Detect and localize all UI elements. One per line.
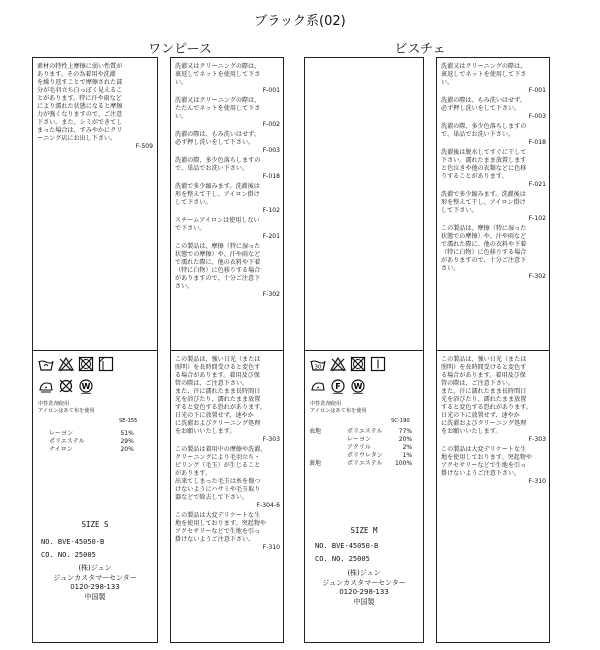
bustier-left-divider: [305, 350, 423, 351]
fiber-name: レーヨン: [49, 430, 74, 437]
instruction-code: F-310: [528, 478, 546, 485]
instruction-code: F-201: [262, 233, 280, 240]
bustier-care-icons-row2: [310, 378, 366, 394]
bustier-label-right: [436, 57, 550, 643]
fiber-row: [47, 430, 136, 438]
fiber-pct: 77%: [398, 428, 413, 435]
instruction-code: F-003: [262, 147, 280, 154]
fiber-row: [47, 446, 136, 454]
wash-temp-label: 30: [314, 364, 322, 371]
page-title: ブラック系(02): [254, 14, 346, 29]
bustier-product-no: NO. BVE-45050-B: [315, 542, 379, 550]
no-bleach-icon: [330, 356, 346, 372]
fiber-part: 表地: [309, 428, 322, 435]
instruction-code: F-002: [262, 121, 280, 128]
bustier-center: ジュンカスタマーセンター: [322, 578, 406, 587]
onepiece-left-divider: [33, 350, 157, 351]
onepiece-company: (株)ジュン: [78, 564, 112, 572]
bustier-sc-code: SC-190: [391, 418, 410, 424]
instruction-code: F-018: [528, 139, 546, 146]
bustier-care-icons-row1: [310, 356, 386, 372]
fiber-name: ポリエステル: [49, 438, 85, 445]
instruction-text: 洗濯の際、多少色落ちしますの で、単品でお洗い下さい。: [441, 123, 527, 138]
hand-wash-icon: [38, 356, 54, 372]
fiber-name: アクリル: [347, 444, 371, 451]
fiber-pct: 100%: [394, 460, 413, 467]
fiber-part: 裏地: [309, 460, 322, 467]
fiber-row: [307, 436, 414, 444]
fiber-pct: 51%: [120, 430, 134, 437]
instruction-code: F-304-6: [256, 502, 280, 509]
fiber-pct: 2%: [402, 444, 413, 451]
dry-in-shade-icon: [98, 356, 114, 372]
onepiece-product-no: NO. BVE-45050-B: [41, 538, 105, 546]
onepiece-se-code: SE-155: [119, 418, 138, 424]
dry-clean-f-icon: [330, 378, 346, 394]
instruction-text: この製品は、摩擦（特に湿った 状態での摩擦）や、汗や雨など で濡れた際に、他の衣料や下着 （特に白物）に色移りする場合 がありますので、十分ご注意下 さい。: [175, 243, 261, 290]
onepiece-right-divider: [171, 350, 283, 351]
instruction-text: この製品は、強い日光（または 照明）を長時間受けると変色す る場合があります。着用及び保 管の際は、ご注意下さい。 また、汗に濡れたまま長時間日 光を浴びたり、濡れたまま放置 すると変色する恐れがあります。 日光の下に放置せず、速やか に洗濯およびクリーニング処理 をお願いいたします。: [175, 356, 266, 435]
onepiece-care-icons-row2: [38, 378, 94, 394]
onepiece-origin: 中国製: [84, 592, 106, 601]
instruction-text: 洗濯又はクリーニングの際は、 たたんでネットを使用して下さ い。: [175, 97, 261, 120]
instruction-text: 洗濯で多少縮みます。洗濯後は 形を整えて干し、アイロン掛け して下さい。: [441, 191, 526, 214]
fiber-name: ポリエステル: [347, 460, 383, 467]
instruction-code: F-302: [262, 291, 280, 298]
no-tumble-dry-icon: [78, 356, 94, 372]
instruction-text: この製品は着用中の摩擦や洗濯、 クリーニングにより毛羽立ち・ ピリング（毛玉）が生じること があります。 出来てしまった毛玉は糸を傷つ けないようにハサミや毛玉取り 器などで除去して下さい。: [175, 446, 267, 501]
instruction-text: スチームアイロンは使用しない で下さい。: [175, 217, 260, 232]
bustier-origin: 中国製: [353, 597, 375, 606]
onepiece-center: ジュンカスタマーセンター: [53, 573, 137, 582]
onepiece-label-right: [170, 57, 284, 643]
bustier-size: SIZE M: [350, 526, 378, 535]
fiber-pct: 29%: [120, 438, 134, 445]
iron-low-icon: [310, 378, 326, 394]
fiber-name: ナイロン: [49, 446, 73, 453]
onepiece-title: ワンピース: [148, 42, 212, 57]
wet-clean-icon: [350, 378, 366, 394]
instruction-code: F-003: [528, 113, 546, 120]
onepiece-fiber-table: [47, 430, 136, 454]
fiber-part: [307, 452, 331, 460]
svg-text:W: W: [81, 382, 91, 391]
onepiece-label-left: [32, 57, 158, 643]
bustier-wash-instructions: [441, 63, 546, 283]
onepiece-phone: 0120-298-133: [70, 583, 120, 591]
line-dry-icon: [370, 356, 386, 372]
no-dry-clean-icon: [58, 378, 74, 394]
wash-30-icon: [310, 356, 326, 372]
fiber-pct: 20%: [398, 436, 413, 443]
instruction-text: 洗濯後は脱水してすぐに干して 下さい。濡れたまま放置します と色泣きや他の衣類などに色移 りすることがあります。: [441, 149, 527, 180]
fiber-name: レーヨン: [347, 436, 372, 443]
fiber-name: ポリエステル: [347, 428, 383, 435]
onepiece-caution-block: [37, 63, 153, 153]
onepiece-co-no: CO. NO. 25005: [41, 551, 96, 559]
bustier-phone: 0120-298-133: [339, 588, 389, 596]
fiber-row: [47, 438, 136, 446]
svg-text:F: F: [335, 382, 341, 391]
wet-clean-icon: [78, 378, 94, 394]
fiber-pct: 20%: [120, 446, 134, 453]
fiber-row: [307, 460, 414, 468]
iron-low-icon: [38, 378, 54, 394]
bustier-fiber-table: [307, 428, 414, 468]
onepiece-caution-text: 素材の特性上摩擦に弱い性質が あります。その為着用や洗濯 を繰り返すことで摩擦された部 分が毛羽立ち白っぽく見えるこ とがあります。特に汗や雨など により濡れた状態になると摩擦 力が強くなりますので、ご注意 下さい。また、シミができてし まった場合は、すみやかにクリ ーニング店にお出し下さい。: [37, 63, 123, 142]
instruction-code: F-001: [262, 87, 280, 94]
bustier-company: (株)ジュン: [347, 569, 381, 577]
onepiece-company-block: [33, 564, 157, 602]
instruction-code: F-302: [528, 273, 546, 280]
instruction-code: F-303: [528, 436, 546, 443]
instruction-text: この製品は、強い日光（または 照明）を長時間受けると変色す る場合があります。着用及び保 管の際は、ご注意下さい。 また、汗に濡れたまま長時間日 光を浴びたり、濡れたまま放置 すると変色する恐れがあります。 日光の下に放置せず、速やか に洗濯およびクリーニング処理 をお願いいたします。: [441, 356, 532, 435]
onepiece-wash-instructions: [175, 63, 280, 301]
instruction-text: この製品は大変デリケートな生 地を使用しております。突起物や アクセサリーなどで生地を引っ 掛けないようご注意下さい。: [441, 446, 532, 477]
instruction-code: F-001: [528, 87, 546, 94]
instruction-code: F-102: [528, 215, 546, 222]
instruction-text: 洗濯又はクリーニングの際は、 裏返しでネットを使用して下さ い。: [175, 63, 261, 86]
fiber-part: [307, 436, 331, 444]
svg-text:W: W: [353, 382, 363, 391]
instruction-code: F-018: [262, 173, 280, 180]
instruction-text: 洗濯の際は、もみ洗いはせず、 必ず押し洗いをして下さい。: [441, 97, 526, 112]
onepiece-caution-code: F-509: [135, 143, 153, 150]
onepiece-care-note: 中性洗剤使用 アイロンはあて布を使用: [38, 401, 95, 414]
bustier-care-note: 中性洗剤使用 アイロンはあて布を使用: [310, 401, 367, 414]
bustier-right-divider: [437, 350, 549, 351]
instruction-code: F-310: [262, 544, 280, 551]
fiber-part: [307, 444, 331, 452]
bustier-title: ビスチェ: [394, 42, 446, 57]
instruction-text: 洗濯又はクリーニングの際は、 裏返しでネットを使用して下さ い。: [441, 63, 527, 86]
bustier-company-block: [305, 569, 423, 607]
bustier-label-left: [304, 57, 424, 643]
instruction-text: この製品は大変デリケートな生 地を使用しております。突起物や アクセサリーなどで生地を引っ 掛けないようご注意下さい。: [175, 512, 266, 543]
onepiece-size: SIZE S: [81, 520, 109, 529]
instruction-text: この製品は、摩擦（特に湿った 状態での摩擦）や、汗や雨など で濡れた際に、他の衣料や下着 （特に白物）に色移りする場合 がありますので、十分ご注意下 さい。: [441, 225, 527, 272]
instruction-text: 洗濯の際は、もみ洗いはせず、 必ず押し洗いをして下さい。: [175, 131, 260, 146]
instruction-code: F-303: [262, 436, 280, 443]
no-bleach-icon: [58, 356, 74, 372]
instruction-code: F-102: [262, 207, 280, 214]
instruction-text: 洗濯の際、多少色落ちしますの で、単品でお洗い下さい。: [175, 157, 261, 172]
onepiece-care-icons-row1: [38, 356, 114, 372]
no-tumble-dry-icon: [350, 356, 366, 372]
instruction-text: 洗濯で多少縮みます。洗濯後は 形を整えて干し、アイロン掛け して下さい。: [175, 183, 260, 206]
fiber-row: [307, 444, 414, 452]
bustier-caution-instructions: [441, 356, 546, 488]
fiber-pct: 1%: [402, 452, 413, 459]
bustier-co-no: CO. NO. 25005: [315, 555, 370, 563]
fiber-name: ポリウレタン: [347, 452, 383, 459]
onepiece-caution-instructions: [175, 356, 280, 554]
instruction-code: F-021: [528, 181, 546, 188]
fiber-row: [307, 428, 414, 436]
fiber-row: [307, 452, 414, 460]
